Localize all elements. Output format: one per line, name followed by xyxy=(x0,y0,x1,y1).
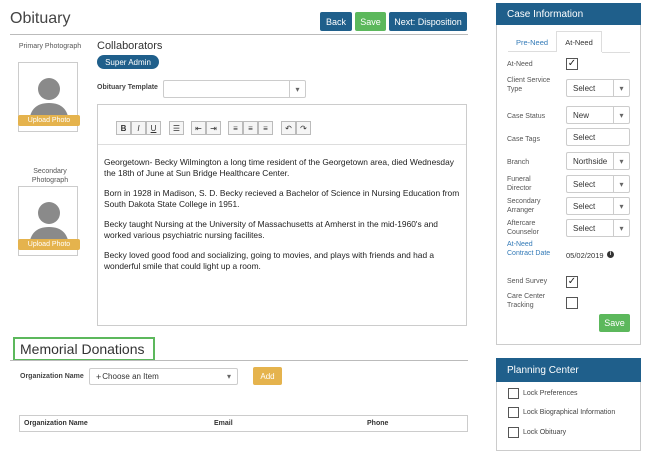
memorial-donations-heading: Memorial Donations xyxy=(13,337,155,361)
bullet-list-button[interactable]: ☰ xyxy=(169,121,184,135)
send-survey-checkbox[interactable]: ✓ xyxy=(567,276,577,287)
collaborators-heading: Collaborators xyxy=(97,40,163,52)
table-header-phone: Phone xyxy=(367,420,389,427)
plus-icon: + xyxy=(96,371,102,382)
lock-obituary-label: Lock Obituary xyxy=(523,429,567,436)
lock-preferences-item[interactable] xyxy=(508,388,577,399)
table-header-organization: Organization Name xyxy=(24,420,88,427)
next-disposition-button[interactable]: Next: Disposition xyxy=(389,12,467,31)
table-header-email: Email xyxy=(214,420,233,427)
upload-secondary-photo-button[interactable]: Upload Photo xyxy=(18,239,80,250)
branch-value: Northside xyxy=(573,156,608,166)
client-service-type-value: Select xyxy=(573,83,596,93)
chevron-down-icon: ▾ xyxy=(613,176,629,192)
info-icon[interactable]: i xyxy=(607,251,614,258)
case-tags-value: Select xyxy=(573,132,596,142)
secondary-arranger-value: Select xyxy=(573,201,596,211)
case-info-save-button[interactable]: Save xyxy=(599,314,630,332)
aftercare-counselor-value: Select xyxy=(573,223,596,233)
align-right-button[interactable]: ≡ xyxy=(258,121,273,135)
bold-button[interactable]: B xyxy=(116,121,131,135)
template-label: Obituary Template xyxy=(97,84,158,91)
tab-pre-need[interactable]: Pre-Need xyxy=(508,34,556,52)
lock-obituary-item[interactable] xyxy=(508,427,566,438)
underline-button[interactable]: U xyxy=(146,121,161,135)
chevron-down-icon: ▾ xyxy=(613,198,629,214)
case-status-label: Case Status xyxy=(507,113,546,120)
tabs-divider xyxy=(602,52,630,53)
upload-primary-photo-button[interactable]: Upload Photo xyxy=(18,115,80,126)
funeral-director-value: Select xyxy=(573,179,596,189)
indent-button[interactable]: ⇥ xyxy=(206,121,221,135)
memorial-table xyxy=(19,415,468,432)
editor-content[interactable] xyxy=(104,157,460,281)
italic-button[interactable]: I xyxy=(131,121,146,135)
lock-biographical-checkbox[interactable] xyxy=(508,407,519,418)
at-need-label: At-Need xyxy=(507,61,533,68)
contract-date-value: 05/02/2019 xyxy=(566,251,604,260)
title-divider xyxy=(10,34,468,35)
add-organization-button[interactable]: Add xyxy=(253,367,282,385)
editor-paragraph: Georgetown- Becky Wilmington a long time resident of the Georgetown area, died Wednesday the 18th of June at Sun Bridge Healthcare Center. xyxy=(104,157,454,178)
secondary-arranger-select[interactable] xyxy=(566,197,630,215)
client-service-type-select[interactable] xyxy=(566,79,630,97)
lock-preferences-label: Lock Preferences xyxy=(523,390,578,397)
primary-photo-label: Primary Photograph xyxy=(18,43,82,50)
case-status-value: New xyxy=(573,110,590,120)
align-left-button[interactable]: ≡ xyxy=(228,121,243,135)
case-status-select[interactable] xyxy=(566,106,630,124)
care-center-tracking-label: Care Center Tracking xyxy=(507,293,546,309)
contract-date-label[interactable]: At-Need Contract Date xyxy=(507,241,551,257)
send-survey-label: Send Survey xyxy=(507,278,548,285)
tab-at-need[interactable]: At-Need xyxy=(556,31,602,52)
memorial-divider xyxy=(10,360,468,361)
at-need-checkbox[interactable]: ✓ xyxy=(567,58,577,69)
case-tags-select[interactable] xyxy=(566,128,630,146)
editor-toolbar xyxy=(98,105,466,145)
funeral-director-select[interactable] xyxy=(566,175,630,193)
funeral-director-label: Funeral Director xyxy=(507,176,532,192)
undo-button[interactable]: ↶ xyxy=(281,121,296,135)
redo-button[interactable]: ↷ xyxy=(296,121,311,135)
planning-center-header: Planning Center xyxy=(496,358,641,382)
aftercare-counselor-select[interactable] xyxy=(566,219,630,237)
template-select[interactable] xyxy=(163,80,306,98)
back-button[interactable]: Back xyxy=(320,12,352,31)
editor-paragraph: Born in 1928 in Madison, S. D. Becky recieved a Bachelor of Science in Nursing Education from South Dakota State College in 1951. xyxy=(104,188,460,209)
care-center-tracking-checkbox[interactable] xyxy=(566,297,578,309)
super-admin-badge[interactable]: Super Admin xyxy=(97,55,159,69)
client-service-type-label: Client Service Type xyxy=(507,77,551,93)
chevron-down-icon: ▾ xyxy=(226,372,231,381)
organization-name-label: Organization Name xyxy=(20,373,84,380)
align-center-button[interactable]: ≡ xyxy=(243,121,258,135)
obituary-editor[interactable] xyxy=(97,104,467,326)
editor-paragraph: Becky taught Nursing at the University of Massachusetts at Amherst in the mid-1960's and worked various psychiatric nursing facilites. xyxy=(104,219,438,240)
case-info-header: Case Information xyxy=(496,3,641,25)
secondary-arranger-label: Secondary Arranger xyxy=(507,198,541,214)
lock-preferences-checkbox[interactable] xyxy=(508,388,519,399)
page-title: Obituary xyxy=(10,10,71,27)
branch-select[interactable] xyxy=(566,152,630,170)
lock-biographical-item[interactable] xyxy=(508,407,615,418)
chevron-down-icon: ▾ xyxy=(613,80,629,96)
case-tags-label: Case Tags xyxy=(507,136,540,143)
organization-select-placeholder: Choose an Item xyxy=(102,372,159,381)
chevron-down-icon: ▾ xyxy=(289,81,305,97)
save-button[interactable]: Save xyxy=(355,12,386,31)
chevron-down-icon: ▾ xyxy=(613,220,629,236)
secondary-photo-label: Secondary Photograph xyxy=(31,168,69,184)
branch-label: Branch xyxy=(507,159,530,166)
chevron-down-icon: ▾ xyxy=(613,107,629,123)
chevron-down-icon: ▾ xyxy=(613,153,629,169)
editor-paragraph: Becky loved good food and socializing, going to movies, and plays with friends and had a wonderful smile that could light up a room. xyxy=(104,250,435,271)
aftercare-counselor-label: Aftercare Counselor xyxy=(507,220,539,236)
outdent-button[interactable]: ⇤ xyxy=(191,121,206,135)
lock-obituary-checkbox[interactable] xyxy=(508,427,519,438)
organization-select[interactable] xyxy=(89,368,238,385)
lock-biographical-label: Lock Biographical Information xyxy=(523,409,616,416)
